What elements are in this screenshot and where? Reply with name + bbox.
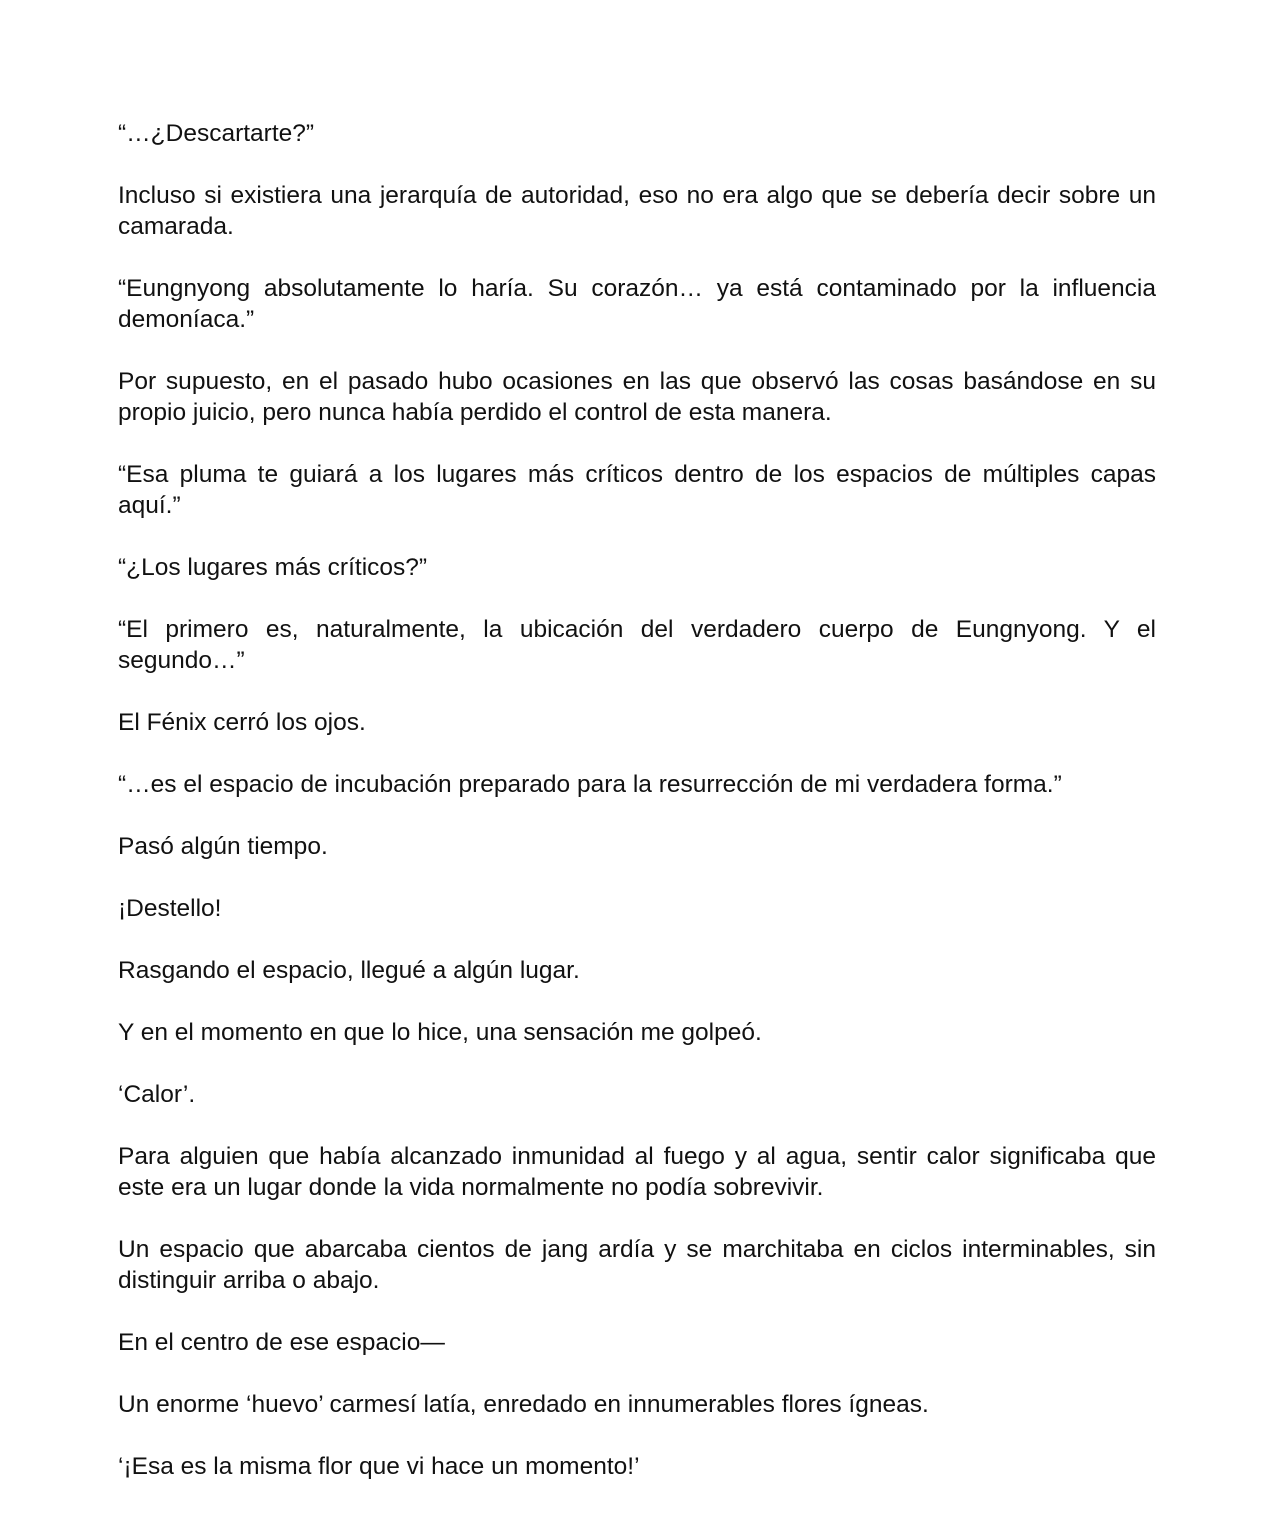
- paragraph: ‘¡Esa es la misma flor que vi hace un momento!’: [118, 1453, 640, 1480]
- paragraph: “Eungnyong absolutamente lo haría. Su corazón… ya está contaminado por la influencia demoníaca.”: [118, 275, 1156, 333]
- paragraph: “…¿Descartarte?”: [118, 120, 315, 147]
- paragraph: Pasó algún tiempo.: [118, 833, 328, 860]
- paragraph: Un enorme ‘huevo’ carmesí latía, enredado en innumerables flores ígneas.: [118, 1391, 929, 1418]
- paragraph: ‘Calor’.: [118, 1081, 196, 1108]
- paragraph: Para alguien que había alcanzado inmunidad al fuego y al agua, sentir calor significaba que este era un lugar donde la vida normalmente no podía sobrevivir.: [118, 1143, 1156, 1201]
- paragraph: “…es el espacio de incubación preparado para la resurrección de mi verdadera forma.”: [118, 771, 1062, 798]
- paragraph: “Esa pluma te guiará a los lugares más críticos dentro de los espacios de múltiples capas aquí.”: [118, 461, 1156, 519]
- paragraph: ¡Destello!: [118, 895, 222, 922]
- paragraph: Y en el momento en que lo hice, una sensación me golpeó.: [118, 1019, 762, 1046]
- document-page: [118, 118, 1156, 1513]
- paragraph: Por supuesto, en el pasado hubo ocasiones en las que observó las cosas basándose en su propio juicio, pero nunca había perdido el control de esta manera.: [118, 368, 1156, 426]
- paragraph: Rasgando el espacio, llegué a algún lugar.: [118, 957, 580, 984]
- paragraph: En el centro de ese espacio—: [118, 1329, 445, 1356]
- paragraph: Un espacio que abarcaba cientos de jang ardía y se marchitaba en ciclos interminables, sin distinguir arriba o abajo.: [118, 1236, 1156, 1294]
- paragraph: “¿Los lugares más críticos?”: [118, 554, 428, 581]
- paragraph: “El primero es, naturalmente, la ubicación del verdadero cuerpo de Eungnyong. Y el segundo…”: [118, 616, 1156, 674]
- paragraph: El Fénix cerró los ojos.: [118, 709, 366, 736]
- paragraph: Incluso si existiera una jerarquía de autoridad, eso no era algo que se debería decir sobre un camarada.: [118, 182, 1156, 240]
